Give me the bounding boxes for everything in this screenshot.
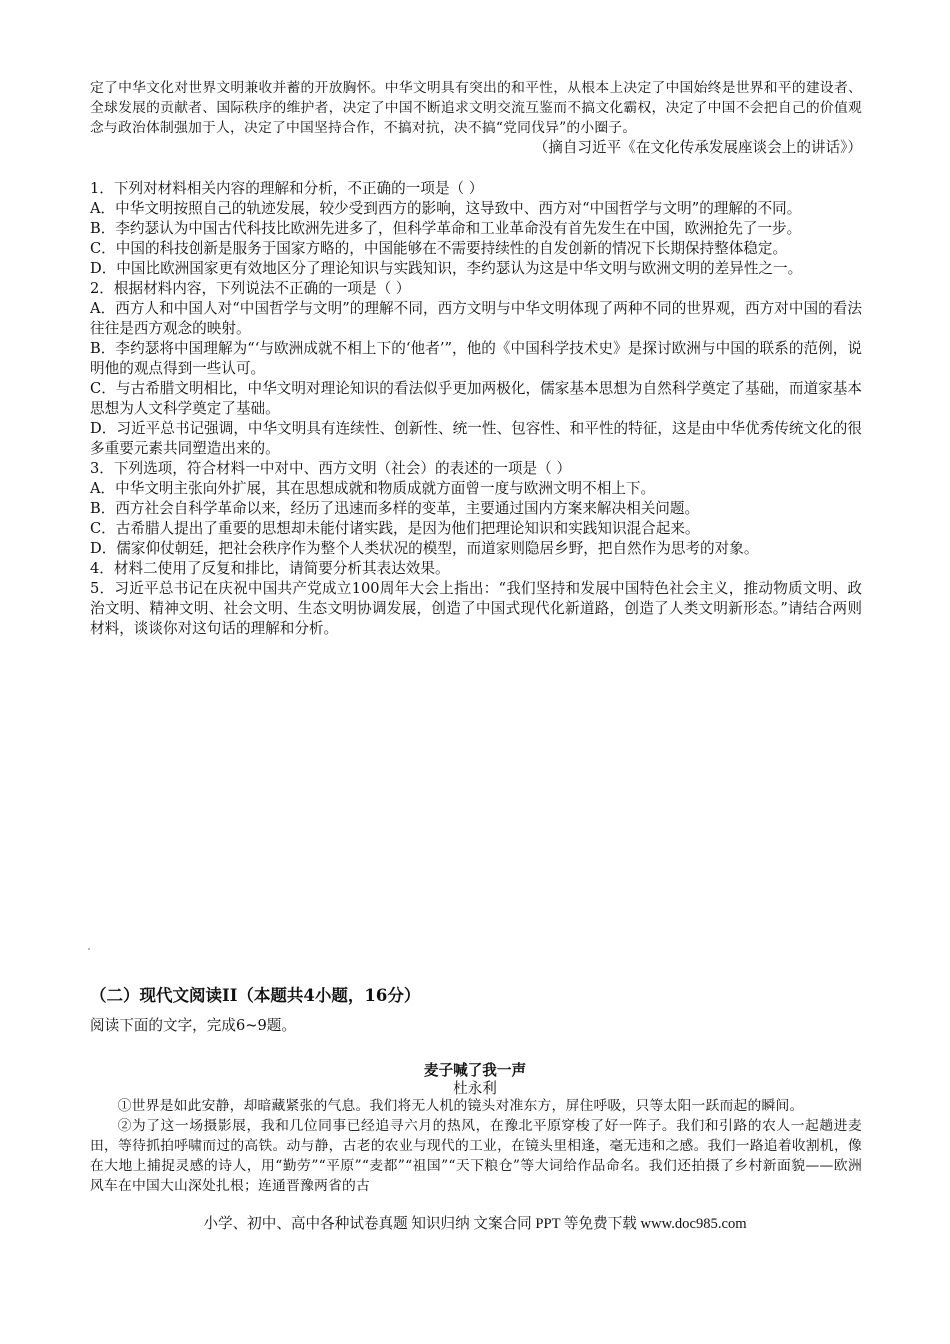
- article-author: 杜永利: [453, 1080, 497, 1097]
- source-note: （摘自习近平《在文化传承发展座谈会上的讲话》）: [533, 139, 862, 156]
- question-5: 5．习近平总书记在庆祝中国共产党成立100周年大会上指出：“我们坚持和发展中国特色社会主义，推动物质文明、政治文明、精神文明、社会文明、生态文明协调发展，创造了中国式现代化新道路，创造了人类文明新形态。”请结合两则材料，谈谈你对这句话的理解和分析。: [90, 580, 862, 637]
- page-footer: 小学、初中、高中各种试卷真题 知识归纳 文案合同 PPT 等免费下载 www.doc985.com: [203, 1216, 747, 1232]
- question-2-option-a: A．西方人和中国人对“中国哲学与文明”的理解不同，西方文明与中华文明体现了两种不同的世界观，西方对中国的看法往往是西方观念的映射。: [90, 300, 862, 337]
- question-1-option-a: A．中华文明按照自己的轨迹发展，较少受到西方的影响，这导致中、西方对“中国哲学与文明”的理解的不同。: [90, 200, 802, 217]
- question-4: 4．材料二使用了反复和排比，请简要分析其表达效果。: [90, 560, 450, 577]
- stray-dot: [88, 948, 90, 950]
- question-3-option-b: B．西方社会自科学革命以来，经历了迅速而多样的变革，主要通过国内方案来解决相关问题。: [90, 500, 700, 517]
- section-title: （二）现代文阅读II（本题共4小题，16分）: [90, 986, 421, 1005]
- question-3-option-c: C．古希腊人提出了重要的思想却未能付诸实践，是因为他们把理论知识和实践知识混合起来。: [90, 520, 700, 537]
- question-3: 3．下列选项，符合材料一中对中、西方文明（社会）的表述的一项是（ ）: [90, 460, 571, 477]
- article-body: [90, 1096, 862, 1196]
- question-3-option-d: D．儒家仰仗朝廷，把社会秩序作为整个人类状况的模型，而道家则隐居乡野，把自然作为思考的对象。: [90, 540, 759, 557]
- passage-block: [90, 78, 862, 158]
- question-2-option-d: D．习近平总书记强调，中华文明具有连续性、创新性、统一性、包容性、和平性的特征，这是由中华优秀传统文化的很多重要元素共同塑造出来的。: [90, 420, 862, 457]
- article-paragraph-2: ②为了这一场摄影展，我和几位同事已经追寻六月的热风，在豫北平原穿梭了好一阵子。我们和引路的农人一起趟进麦田，等待抓拍呼啸而过的高铁。动与静，古老的农业与现代的工业，在镜头里相逢，毫无违和之感。我们一路追着收割机，像在大地上捕捉灵感的诗人，用“勤劳”“平原”“麦都”“祖国”“天下粮仓”等大词给作品命名。我们还拍摄了乡村新面貌——欧洲风车在中国大山深处扎根；连通晋豫两省的古: [90, 1118, 862, 1194]
- article-paragraph-1: ①世界是如此安静，却暗藏紧张的气息。我们将无人机的镜头对准东方，屏住呼吸，只等太阳一跃而起的瞬间。: [117, 1098, 804, 1114]
- question-2-option-c: C．与古希腊文明相比，中华文明对理论知识的看法似乎更加两极化，儒家基本思想为自然科学奠定了基础，而道家基本思想为人文科学奠定了基础。: [90, 380, 862, 417]
- question-1: 1．下列对材料相关内容的理解和分析，不正确的一项是（ ）: [90, 180, 484, 197]
- question-1-option-d: D．中国比欧洲国家更有效地区分了理论知识与实践知识，李约瑟认为这是中华文明与欧洲文明的差异性之一。: [90, 260, 803, 277]
- question-1-option-c: C．中国的科技创新是服务于国家方略的，中国能够在不需要持续性的自发创新的情况下长期保持整体稳定。: [90, 240, 788, 257]
- questions-block: [90, 179, 862, 639]
- question-3-option-a: A．中华文明主张向外扩展，其在思想成就和物质成就方面曾一度与欧洲文明不相上下。: [90, 480, 656, 497]
- passage-paragraph: 定了中华文化对世界文明兼收并蓄的开放胸怀。中华文明具有突出的和平性，从根本上决定了中国始终是世界和平的建设者、全球发展的贡献者、国际秩序的维护者，决定了中国不断追求文明交流互鉴而不搞文化霸权，决定了中国不会把自己的价值观念与政治体制强加于人，决定了中国坚持合作，不搞对抗，决不搞“党同伐异”的小圈子。: [90, 80, 862, 136]
- question-1-option-b: B．李约瑟认为中国古代科技比欧洲先进多了，但科学革命和工业革命没有首先发生在中国，欧洲抢先了一步。: [90, 220, 802, 237]
- section-instruction: 阅读下面的文字，完成6~9题。: [90, 1017, 296, 1034]
- question-2-option-b: B．李约瑟将中国理解为“‘与欧洲成就不相上下的‘他者’”，他的《中国科学技术史》是探讨欧洲与中国的联系的范例，说明他的观点得到一些认可。: [90, 340, 862, 377]
- question-2: 2．根据材料内容，下列说法不正确的一项是（ ）: [90, 280, 411, 297]
- article-title: 麦子喊了我一声: [423, 1062, 527, 1079]
